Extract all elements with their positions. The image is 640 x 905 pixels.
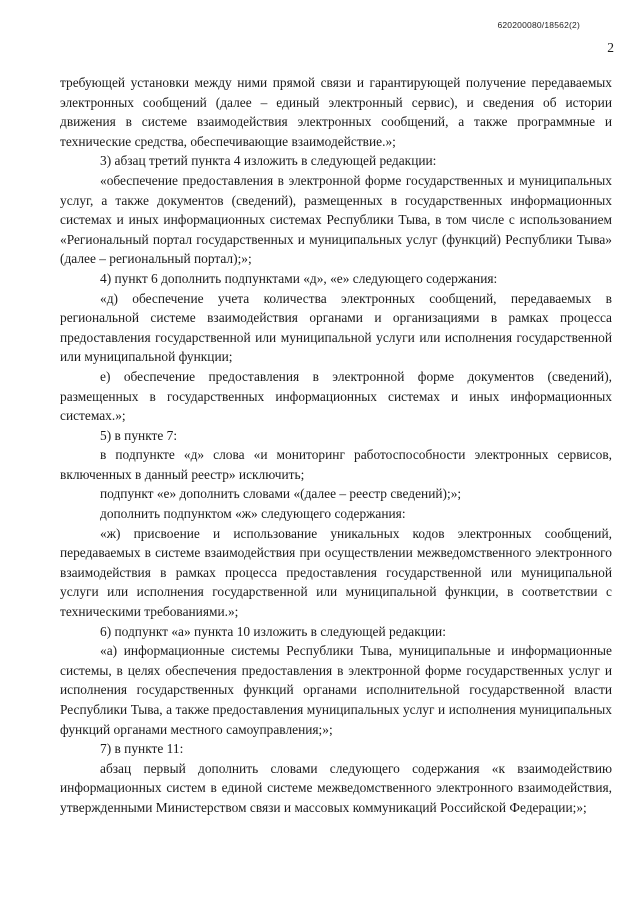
- paragraph: «а) информационные системы Республики Тыва, муниципальные и информационные системы, в целях обеспечения предоставления в электронной форме государственных услуг и исполнения государственных функций органами исполнительной государственной власти Республики Тыва, а также предоставления муниципальных услуг и исполнения муниципальных функций органами местного самоуправления;»;: [60, 643, 612, 737]
- paragraph: 5) в пункте 7:: [100, 427, 178, 443]
- paragraph: «ж) присвоение и использование уникальных кодов электронных сообщений, передаваемых в системе взаимодействия при осуществлении межведомственного электронного взаимодействия в рамках процесса предоставления государственной или муниципальной услуги или исполнения государственной или муниципальной функции, в соответствии с техническими требованиями.»;: [60, 525, 612, 620]
- document-code: 620200080/18562(2): [497, 20, 580, 30]
- paragraph: дополнить подпунктом «ж» следующего содержания:: [100, 506, 406, 522]
- paragraph: 7) в пункте 11:: [100, 741, 184, 757]
- paragraph: требующей установки между ними прямой связи и гарантирующей получение передаваемых электронных сообщений (далее – единый электронный сервис), и сведения об истории движения в системе взаимодействия электронных сообщений, а также программные и технические средства, обеспечивающие взаимодействие.»;: [60, 75, 612, 149]
- page-number: 2: [607, 40, 614, 55]
- paragraph: 4) пункт 6 дополнить подпунктами «д», «е» следующего содержания:: [100, 270, 498, 286]
- paragraph: «обеспечение предоставления в электронной форме государственных и муниципальных услуг, а также документов (сведений), размещенных в государственных информационных системах и иных информационных системах Республики Тыва, в том числе с использованием «Региональный портал государственных и муниципальных услуг (функций) Республики Тыва» (далее – региональный портал);»;: [60, 172, 612, 267]
- paragraph: «д) обеспечение учета количества электронных сообщений, передаваемых в региональной системе взаимодействия органами и организациями в рамках процесса предоставления государственной или муниципальной услуги или исполнения государственной или муниципальной функции;: [60, 290, 612, 365]
- document-body: [60, 73, 612, 818]
- paragraph: абзац первый дополнить словами следующего содержания «к взаимодействию информационных систем в единой системе межведомственного электронного взаимодействия, утвержденными Министерством связи и массовых коммуникаций Российской Федерации;»;: [60, 760, 612, 815]
- paragraph: е) обеспечение предоставления в электронной форме документов (сведений), размещенных в государственных информационных системах и иных информационных системах.»;: [60, 368, 612, 424]
- paragraph: в подпункте «д» слова «и мониторинг работоспособности электронных сервисов, включенных в данный реестр» исключить;: [60, 447, 612, 482]
- paragraph: 3) абзац третий пункта 4 изложить в следующей редакции:: [100, 153, 437, 169]
- paragraph: 6) подпункт «а» пункта 10 изложить в следующей редакции:: [100, 623, 446, 639]
- paragraph: подпункт «е» дополнить словами «(далее – реестр сведений);»;: [100, 486, 462, 502]
